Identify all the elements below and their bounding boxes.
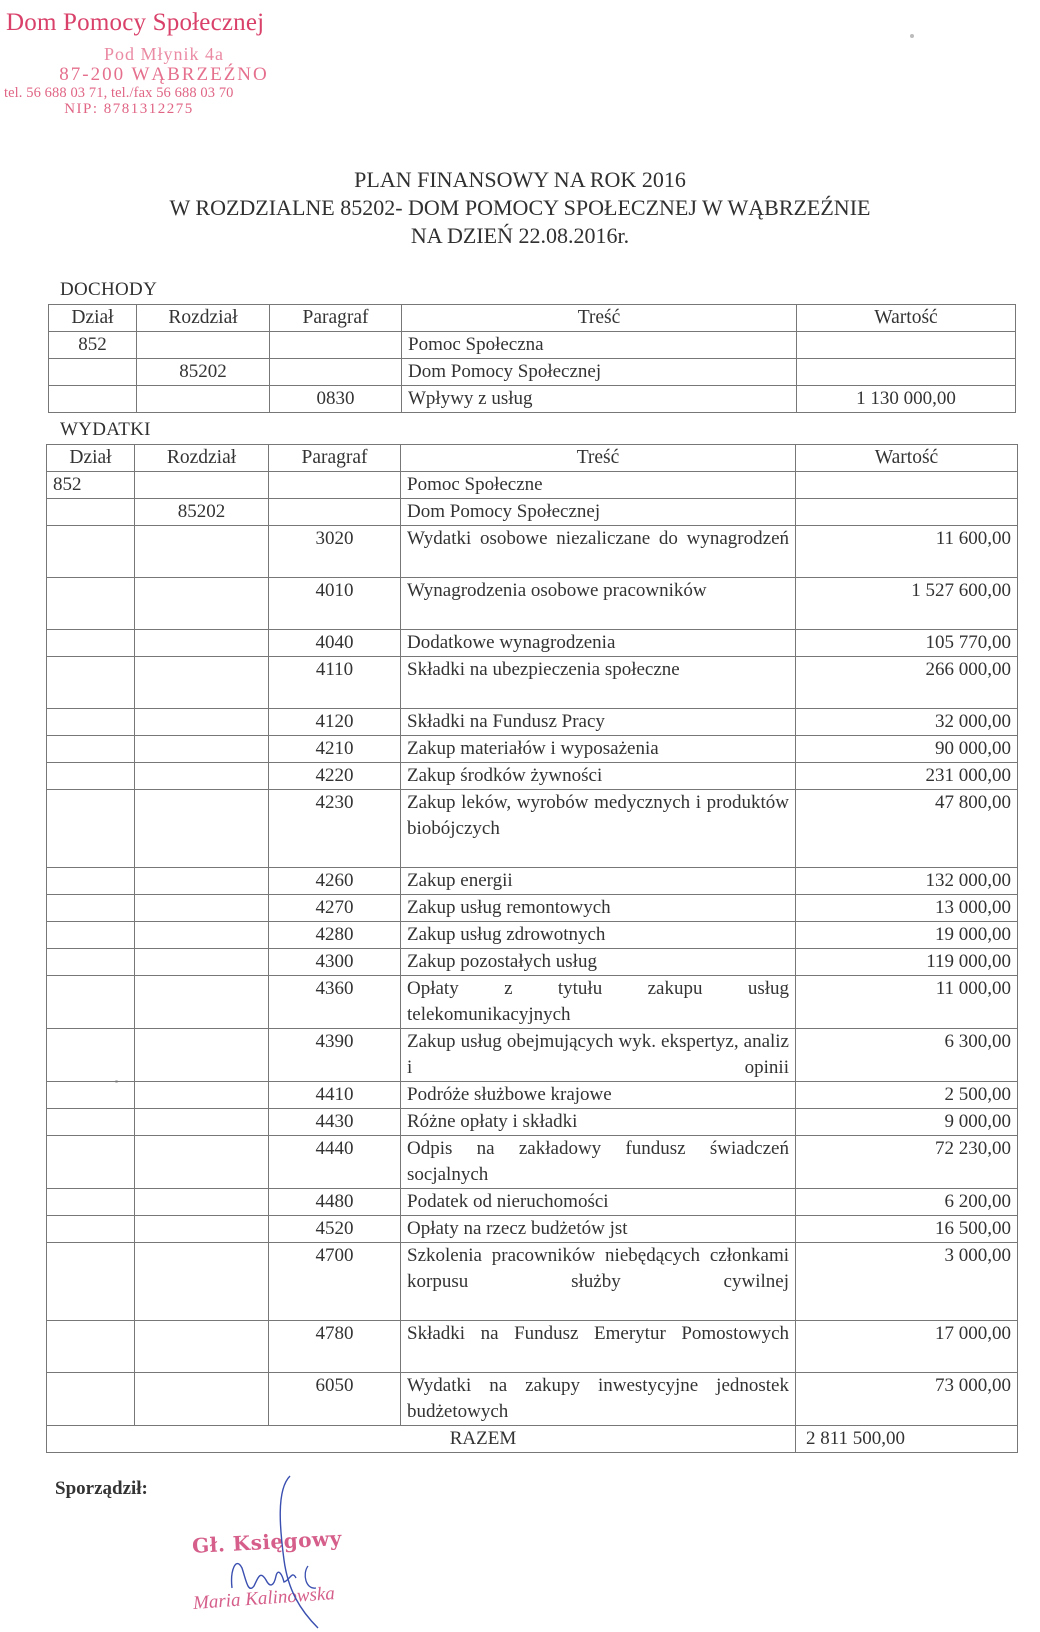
cell-tresc: Wydatki osobowe niezaliczane do wynagrodzeń bbox=[401, 526, 796, 578]
scan-speck bbox=[910, 34, 914, 38]
cell-wartosc: 1 130 000,00 bbox=[797, 386, 1016, 413]
table-row bbox=[47, 736, 1018, 763]
cell-wartosc: 72 230,00 bbox=[796, 1136, 1018, 1189]
title-line-3: NA DZIEŃ 22.08.2016r. bbox=[410, 223, 630, 248]
handwritten-signature-icon bbox=[180, 1470, 380, 1630]
document-title bbox=[0, 166, 1040, 250]
title-line-2: W ROZDZIALNE 85202- DOM POMOCY SPOŁECZNEJ W WĄBRZEŹNIE bbox=[169, 195, 871, 220]
prepared-by-label: Sporządził: bbox=[55, 1478, 148, 1499]
institution-stamp bbox=[4, 10, 324, 117]
cell-paragraf: 4480 bbox=[269, 1189, 401, 1216]
income-header-row bbox=[49, 305, 1016, 332]
cell-rozdzial bbox=[135, 1029, 269, 1082]
cell-paragraf: 4270 bbox=[269, 895, 401, 922]
cell-rozdzial bbox=[135, 763, 269, 790]
cell-paragraf: 4280 bbox=[269, 922, 401, 949]
cell-tresc: Odpis na zakładowy fundusz świadczeń socjalnych bbox=[401, 1136, 796, 1189]
cell-tresc: Składki na ubezpieczenia społeczne bbox=[401, 657, 796, 709]
cell-paragraf: 4410 bbox=[269, 1082, 401, 1109]
cell-dzial: 852 bbox=[49, 332, 137, 359]
table-row bbox=[47, 1109, 1018, 1136]
cell-wartosc: 6 300,00 bbox=[796, 1029, 1018, 1082]
cell-tresc: Zakup usług zdrowotnych bbox=[401, 922, 796, 949]
cell-dzial bbox=[47, 1243, 135, 1321]
table-row bbox=[49, 359, 1016, 386]
cell-rozdzial bbox=[135, 1109, 269, 1136]
cell-rozdzial bbox=[135, 1189, 269, 1216]
table-row bbox=[47, 1216, 1018, 1243]
cell-tresc: Wpływy z usług bbox=[402, 386, 797, 413]
table-row bbox=[47, 578, 1018, 630]
cell-paragraf: 4780 bbox=[269, 1321, 401, 1373]
cell-dzial bbox=[47, 1321, 135, 1373]
table-row bbox=[47, 1029, 1018, 1082]
cell-tresc: Zakup pozostałych usług bbox=[401, 949, 796, 976]
cell-rozdzial bbox=[135, 949, 269, 976]
cell-wartosc: 17 000,00 bbox=[796, 1321, 1018, 1373]
stamp-street: Pod Młynik 4a bbox=[103, 44, 224, 64]
table-row bbox=[47, 1082, 1018, 1109]
cell-paragraf: 4390 bbox=[269, 1029, 401, 1082]
cell-dzial bbox=[47, 657, 135, 709]
cell-wartosc bbox=[797, 332, 1016, 359]
cell-dzial bbox=[47, 630, 135, 657]
total-value: 2 811 500,00 bbox=[796, 1426, 1018, 1453]
cell-wartosc bbox=[797, 359, 1016, 386]
cell-wartosc: 32 000,00 bbox=[796, 709, 1018, 736]
table-row bbox=[47, 499, 1018, 526]
cell-dzial bbox=[47, 736, 135, 763]
total-row bbox=[47, 1426, 1018, 1453]
cell-paragraf: 4110 bbox=[269, 657, 401, 709]
cell-tresc: Wynagrodzenia osobowe pracowników bbox=[401, 578, 796, 630]
table-row bbox=[47, 763, 1018, 790]
cell-dzial bbox=[47, 1029, 135, 1082]
cell-tresc: Składki na Fundusz Emerytur Pomostowych bbox=[401, 1321, 796, 1373]
cell-wartosc: 11 600,00 bbox=[796, 526, 1018, 578]
cell-tresc: Podatek od nieruchomości bbox=[401, 1189, 796, 1216]
cell-wartosc bbox=[796, 472, 1018, 499]
col-header-rozdzial: Rozdział bbox=[135, 445, 269, 472]
cell-wartosc: 2 500,00 bbox=[796, 1082, 1018, 1109]
cell-rozdzial bbox=[135, 578, 269, 630]
table-row bbox=[47, 976, 1018, 1029]
expenses-header-row bbox=[47, 445, 1018, 472]
cell-dzial bbox=[47, 1189, 135, 1216]
cell-tresc: Opłaty z tytułu zakupu usług telekomunikacyjnych bbox=[401, 976, 796, 1029]
cell-wartosc: 231 000,00 bbox=[796, 763, 1018, 790]
cell-rozdzial bbox=[135, 657, 269, 709]
table-row bbox=[47, 472, 1018, 499]
cell-tresc: Zakup usług remontowych bbox=[401, 895, 796, 922]
cell-rozdzial bbox=[135, 868, 269, 895]
cell-wartosc: 1 527 600,00 bbox=[796, 578, 1018, 630]
cell-paragraf: 4210 bbox=[269, 736, 401, 763]
table-row bbox=[47, 949, 1018, 976]
table-row bbox=[47, 922, 1018, 949]
cell-dzial bbox=[47, 709, 135, 736]
cell-rozdzial bbox=[135, 709, 269, 736]
table-row bbox=[47, 868, 1018, 895]
cell-tresc: Opłaty na rzecz budżetów jst bbox=[401, 1216, 796, 1243]
cell-wartosc bbox=[796, 499, 1018, 526]
cell-tresc: Zakup środków żywności bbox=[401, 763, 796, 790]
col-header-dzial: Dział bbox=[49, 305, 137, 332]
col-header-paragraf: Paragraf bbox=[270, 305, 402, 332]
cell-paragraf: 4360 bbox=[269, 976, 401, 1029]
cell-paragraf: 4120 bbox=[269, 709, 401, 736]
cell-paragraf: 4220 bbox=[269, 763, 401, 790]
cell-paragraf: 4440 bbox=[269, 1136, 401, 1189]
cell-rozdzial bbox=[135, 790, 269, 868]
cell-wartosc: 6 200,00 bbox=[796, 1189, 1018, 1216]
cell-dzial bbox=[47, 868, 135, 895]
table-row bbox=[47, 1321, 1018, 1373]
cell-rozdzial bbox=[135, 1082, 269, 1109]
stamp-name: Dom Pomocy Społecznej bbox=[6, 9, 265, 36]
cell-dzial bbox=[47, 526, 135, 578]
cell-wartosc: 90 000,00 bbox=[796, 736, 1018, 763]
cell-tresc: Składki na Fundusz Pracy bbox=[401, 709, 796, 736]
cell-rozdzial bbox=[137, 332, 270, 359]
stamp-nip: NIP: 8781312275 bbox=[64, 100, 194, 117]
col-header-rozdzial: Rozdział bbox=[137, 305, 270, 332]
cell-paragraf: 4700 bbox=[269, 1243, 401, 1321]
col-header-tresc: Treść bbox=[401, 445, 796, 472]
table-row bbox=[47, 1373, 1018, 1426]
cell-tresc: Podróże służbowe krajowe bbox=[401, 1082, 796, 1109]
cell-tresc: Zakup materiałów i wyposażenia bbox=[401, 736, 796, 763]
table-row bbox=[47, 790, 1018, 868]
cell-dzial bbox=[47, 949, 135, 976]
signer-name-stamp: Maria Kalinowska bbox=[192, 1583, 336, 1614]
cell-wartosc: 16 500,00 bbox=[796, 1216, 1018, 1243]
cell-tresc: Dom Pomocy Społecznej bbox=[401, 499, 796, 526]
expenses-section-label: WYDATKI bbox=[60, 419, 151, 440]
cell-paragraf: 3020 bbox=[269, 526, 401, 578]
cell-rozdzial bbox=[135, 1373, 269, 1426]
cell-wartosc: 3 000,00 bbox=[796, 1243, 1018, 1321]
col-header-wartosc: Wartość bbox=[796, 445, 1018, 472]
table-row bbox=[47, 526, 1018, 578]
cell-rozdzial bbox=[135, 526, 269, 578]
cell-paragraf bbox=[270, 332, 402, 359]
cell-dzial bbox=[47, 1216, 135, 1243]
table-row bbox=[47, 1243, 1018, 1321]
cell-wartosc: 19 000,00 bbox=[796, 922, 1018, 949]
cell-dzial bbox=[47, 1136, 135, 1189]
expenses-table bbox=[46, 444, 1018, 1453]
cell-wartosc: 73 000,00 bbox=[796, 1373, 1018, 1426]
cell-paragraf: 4040 bbox=[269, 630, 401, 657]
cell-paragraf: 6050 bbox=[269, 1373, 401, 1426]
cell-wartosc: 119 000,00 bbox=[796, 949, 1018, 976]
table-row bbox=[47, 709, 1018, 736]
table-row bbox=[47, 630, 1018, 657]
cell-dzial bbox=[47, 578, 135, 630]
cell-wartosc: 13 000,00 bbox=[796, 895, 1018, 922]
income-table bbox=[48, 304, 1016, 413]
cell-dzial bbox=[47, 1109, 135, 1136]
cell-rozdzial bbox=[135, 1321, 269, 1373]
cell-wartosc: 11 000,00 bbox=[796, 976, 1018, 1029]
cell-rozdzial bbox=[135, 472, 269, 499]
cell-dzial: 852 bbox=[47, 472, 135, 499]
cell-rozdzial: 85202 bbox=[135, 499, 269, 526]
cell-tresc: Szkolenia pracowników niebędących członkami korpusu służby cywilnej bbox=[401, 1243, 796, 1321]
cell-rozdzial bbox=[135, 630, 269, 657]
col-header-tresc: Treść bbox=[402, 305, 797, 332]
col-header-wartosc: Wartość bbox=[797, 305, 1016, 332]
cell-dzial bbox=[47, 790, 135, 868]
cell-paragraf: 4520 bbox=[269, 1216, 401, 1243]
cell-wartosc: 47 800,00 bbox=[796, 790, 1018, 868]
title-line-1: PLAN FINANSOWY NA ROK 2016 bbox=[354, 167, 686, 192]
cell-tresc: Pomoc Społeczne bbox=[401, 472, 796, 499]
table-row bbox=[49, 332, 1016, 359]
signer-title-stamp: Gł. Księgowy bbox=[191, 1526, 343, 1558]
cell-paragraf: 4430 bbox=[269, 1109, 401, 1136]
cell-wartosc: 105 770,00 bbox=[796, 630, 1018, 657]
cell-paragraf: 4300 bbox=[269, 949, 401, 976]
cell-dzial bbox=[49, 386, 137, 413]
cell-rozdzial bbox=[135, 1216, 269, 1243]
cell-rozdzial bbox=[135, 976, 269, 1029]
cell-dzial bbox=[47, 922, 135, 949]
cell-tresc: Dom Pomocy Społecznej bbox=[402, 359, 797, 386]
cell-rozdzial bbox=[135, 1136, 269, 1189]
cell-wartosc: 9 000,00 bbox=[796, 1109, 1018, 1136]
cell-dzial bbox=[49, 359, 137, 386]
cell-rozdzial bbox=[135, 922, 269, 949]
cell-paragraf bbox=[270, 359, 402, 386]
cell-tresc: Wydatki na zakupy inwestycyjne jednostek budżetowych bbox=[401, 1373, 796, 1426]
cell-rozdzial bbox=[135, 1243, 269, 1321]
cell-tresc: Zakup usług obejmujących wyk. ekspertyz, analiz i opinii bbox=[401, 1029, 796, 1082]
cell-rozdzial bbox=[135, 736, 269, 763]
stamp-phone: tel. 56 688 03 71, tel./fax 56 688 03 70 bbox=[4, 85, 234, 101]
cell-dzial bbox=[47, 499, 135, 526]
cell-paragraf: 4010 bbox=[269, 578, 401, 630]
income-section-label: DOCHODY bbox=[60, 279, 158, 300]
cell-dzial bbox=[47, 1082, 135, 1109]
table-row bbox=[47, 895, 1018, 922]
cell-wartosc: 266 000,00 bbox=[796, 657, 1018, 709]
cell-paragraf: 4260 bbox=[269, 868, 401, 895]
table-row bbox=[47, 1189, 1018, 1216]
table-row bbox=[47, 1136, 1018, 1189]
cell-dzial bbox=[47, 1373, 135, 1426]
cell-paragraf bbox=[269, 499, 401, 526]
table-row bbox=[47, 657, 1018, 709]
cell-rozdzial bbox=[135, 895, 269, 922]
cell-rozdzial bbox=[137, 386, 270, 413]
cell-dzial bbox=[47, 895, 135, 922]
cell-wartosc: 132 000,00 bbox=[796, 868, 1018, 895]
total-label: RAZEM bbox=[47, 1426, 796, 1453]
cell-dzial bbox=[47, 976, 135, 1029]
cell-tresc: Dodatkowe wynagrodzenia bbox=[401, 630, 796, 657]
cell-tresc: Zakup leków, wyrobów medycznych i produktów biobójczych bbox=[401, 790, 796, 868]
cell-paragraf bbox=[269, 472, 401, 499]
col-header-dzial: Dział bbox=[47, 445, 135, 472]
col-header-paragraf: Paragraf bbox=[269, 445, 401, 472]
cell-tresc: Różne opłaty i składki bbox=[401, 1109, 796, 1136]
cell-paragraf: 4230 bbox=[269, 790, 401, 868]
cell-tresc: Zakup energii bbox=[401, 868, 796, 895]
table-row bbox=[49, 386, 1016, 413]
cell-paragraf: 0830 bbox=[270, 386, 402, 413]
cell-rozdzial: 85202 bbox=[137, 359, 270, 386]
cell-tresc: Pomoc Społeczna bbox=[402, 332, 797, 359]
cell-dzial bbox=[47, 763, 135, 790]
stamp-city: 87-200 WĄBRZEŹNO bbox=[59, 64, 269, 85]
